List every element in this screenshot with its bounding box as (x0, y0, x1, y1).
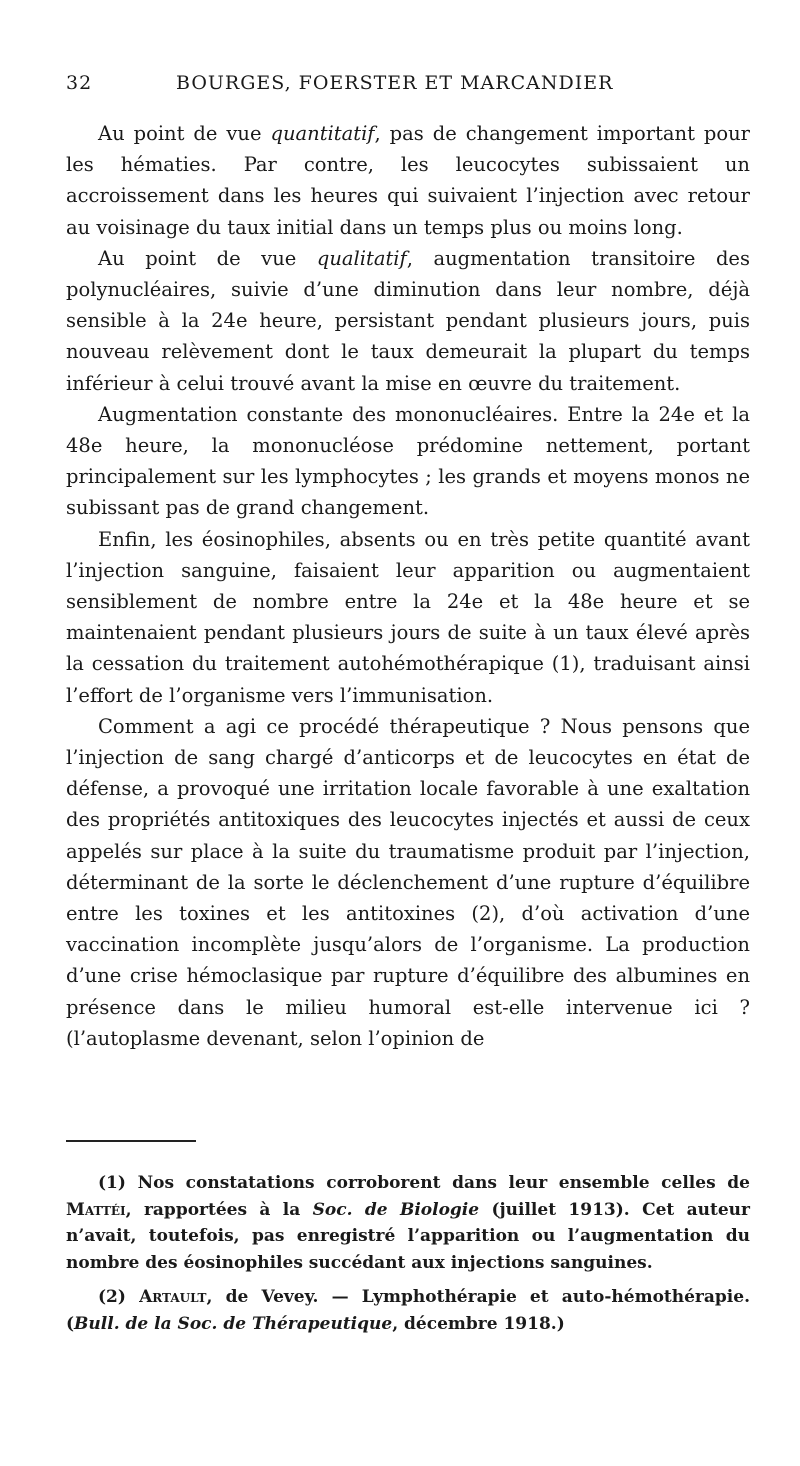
footnote-text: , rapportées à la (125, 1199, 313, 1220)
emphasis-quantitatif: quantitatif (270, 122, 375, 145)
author-name: Mattéi (66, 1199, 126, 1220)
footnote-text: (1) Nos constatations corroborent dans leur ensemble celles de (98, 1173, 750, 1193)
paragraph-quantitative (66, 118, 750, 243)
paragraph-mechanism: Comment a agi ce procédé thérapeutique ? Nous pensons que l’injection de sang chargé d’anticorps et de leucocytes en état de défense, a provoqué une irritation locale favorable à une exaltation des propriétés antitoxiques des leucocytes injectés et aussi de ceux appelés sur place à la suite du traumatisme produit par l’injection, déterminant de la sorte le déclenchement d’une rupture d’équilibre entre les toxines et les antitoxines (2), d’où activation d’une vaccination incomplète jusqu’alors de l’organisme. La production d’une crise hémoclasique par rupture d’équilibre des albumines en présence dans le milieu humoral est-elle intervenue ici ? (l’autoplasme devenant, selon l’opinion de (66, 714, 750, 1050)
paragraph-text: Au point de vue (98, 246, 317, 270)
footnote-text: (2) (98, 1287, 140, 1307)
footnote-rule (66, 1140, 196, 1142)
footnote-text: , de Vevey. — Lymphothérapie et auto-hémothérapie. ( (66, 1287, 750, 1334)
paragraph-text: Au point de vue (98, 122, 271, 145)
footnote-text: , décembre 1918.) (392, 1313, 565, 1334)
journal-title: Bull. de la Soc. de Thérapeutique (74, 1313, 393, 1334)
footnote-text: (juillet 1913). Cet auteur n’avait, toutefois, pas enregistré l’apparition ou l’augmentation du nombre des éosinophiles succédant aux injections sanguines. (66, 1199, 750, 1273)
footnotes (66, 1170, 750, 1345)
paragraph-text: , augmentation transitoire des polynucléaires, suivie d’une diminution dans leur nombre, déjà sensible à la 24e heure, persistant pendant plusieurs jours, puis nouveau relèvement dont le taux demeurait la plupart du temps inférieur à celui trouvé avant la mise en œuvre du traitement. (66, 246, 750, 395)
paragraph-mononuclear: Augmentation constante des mononucléaires. Entre la 24e et la 48e heure, la mononucléose prédomine nettement, portant principalement sur les lymphocytes ; les grands et moyens monos ne subissant pas de grand changement. (66, 402, 750, 520)
footnote-2 (66, 1284, 750, 1337)
author-name: Artault (139, 1287, 207, 1307)
paragraph-eosinophils: Enfin, les éosinophiles, absents ou en très petite quantité avant l’injection sanguine, faisaient leur apparition ou augmentaient sensiblement de nombre entre la 24e et la 48e heure et se maintenaient pendant plusieurs jours de suite à un taux élevé après la cessation du traitement autohémothérapique (1), traduisant ainsi l’effort de l’organisme vers l’immunisation. (66, 527, 750, 707)
paragraph-text: , pas de changement important pour les hématies. Par contre, les leucocytes subissaient un accroissement dans les heures qui suivaient l’injection avec retour au voisinage du taux initial dans un temps plus ou moins long. (66, 122, 750, 239)
page-number: 32 (66, 72, 93, 94)
body-text (66, 118, 750, 1054)
emphasis-qualitatif: qualitatif (316, 246, 407, 270)
journal-title: Soc. de Biologie (312, 1199, 480, 1220)
running-head: BOURGES, FOERSTER ET MARCANDIER (176, 72, 614, 94)
footnote-1 (66, 1170, 750, 1276)
paragraph-qualitative (66, 243, 750, 399)
